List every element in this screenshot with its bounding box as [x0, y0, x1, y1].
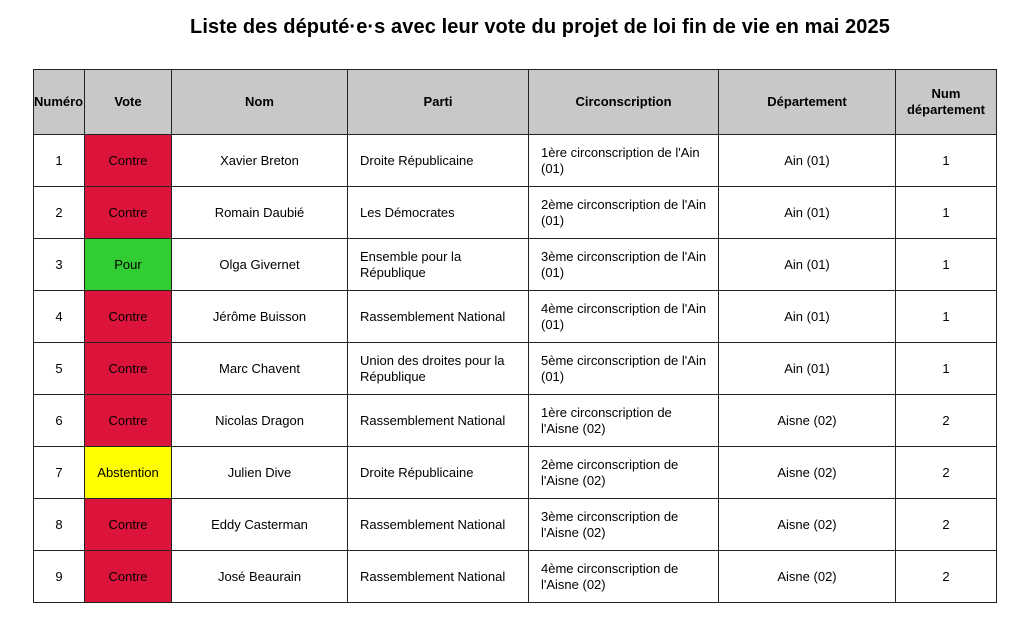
cell-vote: Contre	[85, 499, 172, 551]
cell-nom: Eddy Casterman	[172, 499, 348, 551]
cell-parti: Les Démocrates	[348, 187, 529, 239]
cell-numero: 4	[34, 291, 85, 343]
cell-nom: José Beaurain	[172, 551, 348, 603]
table-row	[34, 291, 997, 343]
cell-circonscription: 2ème circonscription de l'Aisne (02)	[529, 447, 719, 499]
cell-departement: Ain (01)	[719, 135, 896, 187]
table-row	[34, 447, 997, 499]
cell-nom: Xavier Breton	[172, 135, 348, 187]
cell-nom: Nicolas Dragon	[172, 395, 348, 447]
header-num-departement: Num département	[896, 70, 997, 135]
cell-departement: Aisne (02)	[719, 395, 896, 447]
cell-vote: Contre	[85, 551, 172, 603]
cell-parti: Rassemblement National	[348, 291, 529, 343]
cell-num-departement: 1	[896, 187, 997, 239]
cell-num-departement: 2	[896, 395, 997, 447]
cell-circonscription: 3ème circonscription de l'Aisne (02)	[529, 499, 719, 551]
cell-num-departement: 2	[896, 447, 997, 499]
cell-departement: Ain (01)	[719, 343, 896, 395]
header-numero: Numéro	[34, 70, 85, 135]
cell-circonscription: 4ème circonscription de l'Aisne (02)	[529, 551, 719, 603]
cell-nom: Romain Daubié	[172, 187, 348, 239]
cell-nom: Jérôme Buisson	[172, 291, 348, 343]
cell-numero: 8	[34, 499, 85, 551]
cell-departement: Ain (01)	[719, 187, 896, 239]
deputies-vote-table	[33, 69, 997, 603]
cell-parti: Droite Républicaine	[348, 447, 529, 499]
table-row	[34, 395, 997, 447]
cell-num-departement: 1	[896, 291, 997, 343]
cell-numero: 7	[34, 447, 85, 499]
header-circonscription: Circonscription	[529, 70, 719, 135]
header-nom: Nom	[172, 70, 348, 135]
table-row	[34, 239, 997, 291]
cell-numero: 3	[34, 239, 85, 291]
cell-num-departement: 1	[896, 343, 997, 395]
table-row	[34, 499, 997, 551]
cell-circonscription: 5ème circonscription de l'Ain (01)	[529, 343, 719, 395]
cell-numero: 5	[34, 343, 85, 395]
table-body	[34, 135, 997, 603]
cell-vote: Contre	[85, 187, 172, 239]
cell-departement: Aisne (02)	[719, 551, 896, 603]
table-header-row	[34, 70, 997, 135]
cell-parti: Union des droites pour la République	[348, 343, 529, 395]
cell-parti: Rassemblement National	[348, 551, 529, 603]
cell-parti: Droite Républicaine	[348, 135, 529, 187]
header-parti: Parti	[348, 70, 529, 135]
cell-vote: Contre	[85, 291, 172, 343]
cell-nom: Marc Chavent	[172, 343, 348, 395]
cell-nom: Julien Dive	[172, 447, 348, 499]
cell-vote: Contre	[85, 395, 172, 447]
cell-circonscription: 4ème circonscription de l'Ain (01)	[529, 291, 719, 343]
table-row	[34, 135, 997, 187]
cell-vote: Contre	[85, 135, 172, 187]
cell-parti: Ensemble pour la République	[348, 239, 529, 291]
cell-vote: Contre	[85, 343, 172, 395]
cell-circonscription: 1ère circonscription de l'Aisne (02)	[529, 395, 719, 447]
cell-parti: Rassemblement National	[348, 395, 529, 447]
cell-departement: Ain (01)	[719, 291, 896, 343]
cell-numero: 6	[34, 395, 85, 447]
cell-num-departement: 1	[896, 239, 997, 291]
cell-circonscription: 1ère circonscription de l'Ain (01)	[529, 135, 719, 187]
cell-circonscription: 3ème circonscription de l'Ain (01)	[529, 239, 719, 291]
cell-departement: Aisne (02)	[719, 499, 896, 551]
table-row	[34, 343, 997, 395]
header-departement: Département	[719, 70, 896, 135]
table-row	[34, 551, 997, 603]
page-title: Liste des député·e·s avec leur vote du projet de loi fin de vie en mai 2025	[190, 16, 890, 38]
cell-numero: 9	[34, 551, 85, 603]
cell-vote: Abstention	[85, 447, 172, 499]
cell-vote: Pour	[85, 239, 172, 291]
cell-numero: 2	[34, 187, 85, 239]
cell-circonscription: 2ème circonscription de l'Ain (01)	[529, 187, 719, 239]
cell-nom: Olga Givernet	[172, 239, 348, 291]
cell-numero: 1	[34, 135, 85, 187]
table-row	[34, 187, 997, 239]
cell-parti: Rassemblement National	[348, 499, 529, 551]
cell-num-departement: 2	[896, 551, 997, 603]
cell-departement: Ain (01)	[719, 239, 896, 291]
header-vote: Vote	[85, 70, 172, 135]
cell-num-departement: 1	[896, 135, 997, 187]
cell-departement: Aisne (02)	[719, 447, 896, 499]
cell-num-departement: 2	[896, 499, 997, 551]
